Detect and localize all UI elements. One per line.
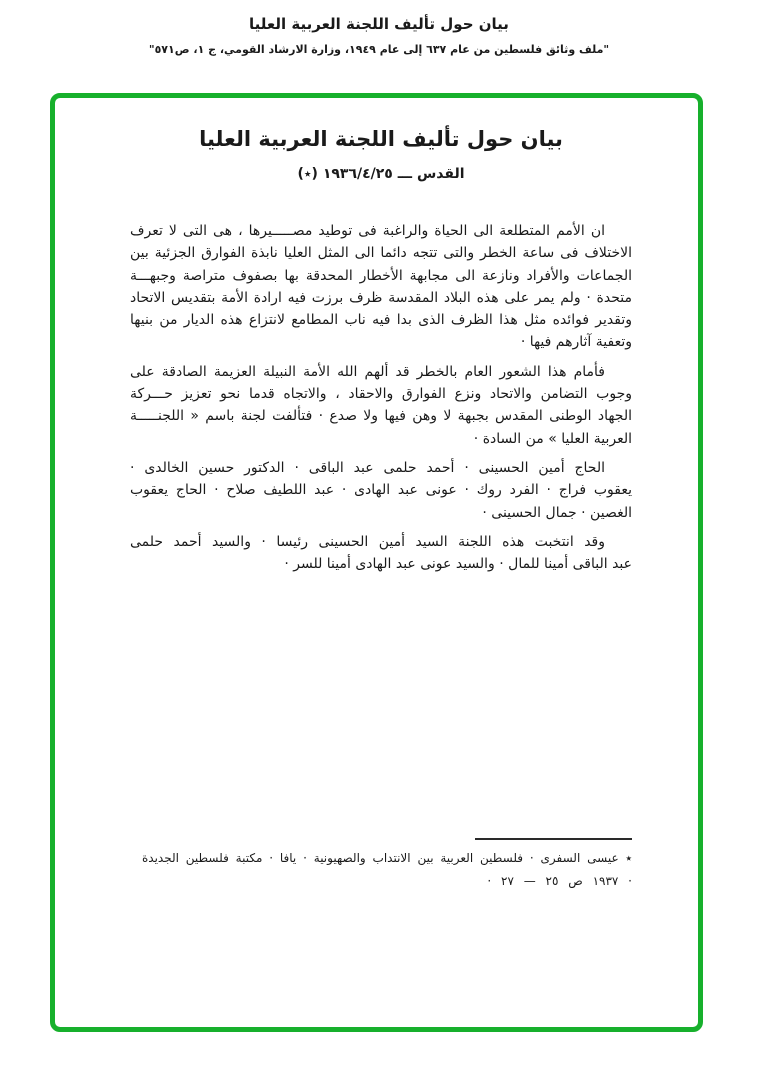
body-line: الجهاد الوطنى المقدس بجبهة لا وهن فيها ولا صدع · فتألفت لجنة باسم « اللجنـــــة [130, 408, 632, 425]
page-header-source-citation: "ملف وثائق فلسطين من عام ٦٣٧ إلى عام ١٩٤٩، وزارة الارشاد القومي، ج ١، ص٥٧١" [148, 43, 610, 56]
document-green-frame [50, 93, 703, 1032]
body-line: الحاج أمين الحسينى · أحمد حلمى عبد الباقى · الدكتور حسين الخالدى · [130, 459, 605, 476]
body-line: وجوب التضامن والاتحاد ونزع الفوارق والاحقاد ، والاتجاه قدما نحو تعزيز حـــركة [130, 386, 632, 403]
document-title: بيان حول تأليف اللجنة العربية العليا [199, 127, 563, 151]
page-header-title: بيان حول تأليف اللجنة العربية العليا [249, 15, 509, 33]
body-line: عبد الباقى أمينا للمال · والسيد عونى عبد الهادى أمينا للسر · [284, 556, 632, 573]
body-paragraph [130, 457, 632, 524]
body-line: ان الأمم المتطلعة الى الحياة والراغبة فى توطيد مصـــــيرها ، هى التى لا تعرف [130, 223, 605, 239]
footnote-pages-line: · ١٩٣٧ ص ٢٥ — ٢٧ · [487, 874, 632, 889]
body-paragraph [130, 220, 632, 354]
body-line: الجماعات والأفراد ونازعة الى مجابهة الأخطار المحدقة بها بصفوف متراصة وجبهـــة [130, 267, 632, 284]
body-line: الاختلاف فى ساعة الخطر والتى تتجه دائما الى المثل العليا نابذة الفوارق الجزئية بين [130, 245, 632, 262]
document-dateline: القدس ـــ ١٩٣٦/٤/٢٥ (٭) [297, 166, 465, 182]
body-line: وتعفية آثارهم فيها · [520, 334, 632, 351]
page-header [0, 12, 758, 57]
body-line: وتقدير فوائده مثل هذا الظرف الذى بدا فيه ناب المطامع لانتزاع هذه الديار من بنيها [130, 312, 632, 329]
body-line: وقد انتخبت هذه اللجنة السيد أمين الحسينى رئيسا · والسيد أحمد حلمى [130, 533, 605, 550]
document-footnote [130, 838, 632, 893]
body-line: العربية العليا » من السادة · [473, 430, 632, 447]
body-line: يعقوب فراج · الفرد روك · عونى عبد الهادى · عبد اللطيف صلاح · الحاج يعقوب [130, 482, 632, 499]
body-paragraph [130, 361, 632, 450]
document-body [130, 220, 632, 575]
footnote-lines [142, 847, 632, 893]
body-line: متحدة · ولم يمر على هذه البلاد المقدسة ظرف برزت فيه ارادة الأمة بتقديس الاتحاد [130, 289, 632, 306]
footnote-divider [475, 838, 632, 840]
body-line: الغصين · جمال الحسينى · [482, 504, 632, 521]
body-line: فأمام هذا الشعور العام بالخطر قد ألهم الله الأمة النبيلة العزيمة الصادقة على [130, 363, 605, 380]
body-paragraph [130, 531, 632, 576]
footnote-text-line: ٭ عيسى السفرى · فلسطين العربية بين الانتداب والصهيونية · يافا · مكتبة فلسطين الجديدة [142, 851, 632, 866]
